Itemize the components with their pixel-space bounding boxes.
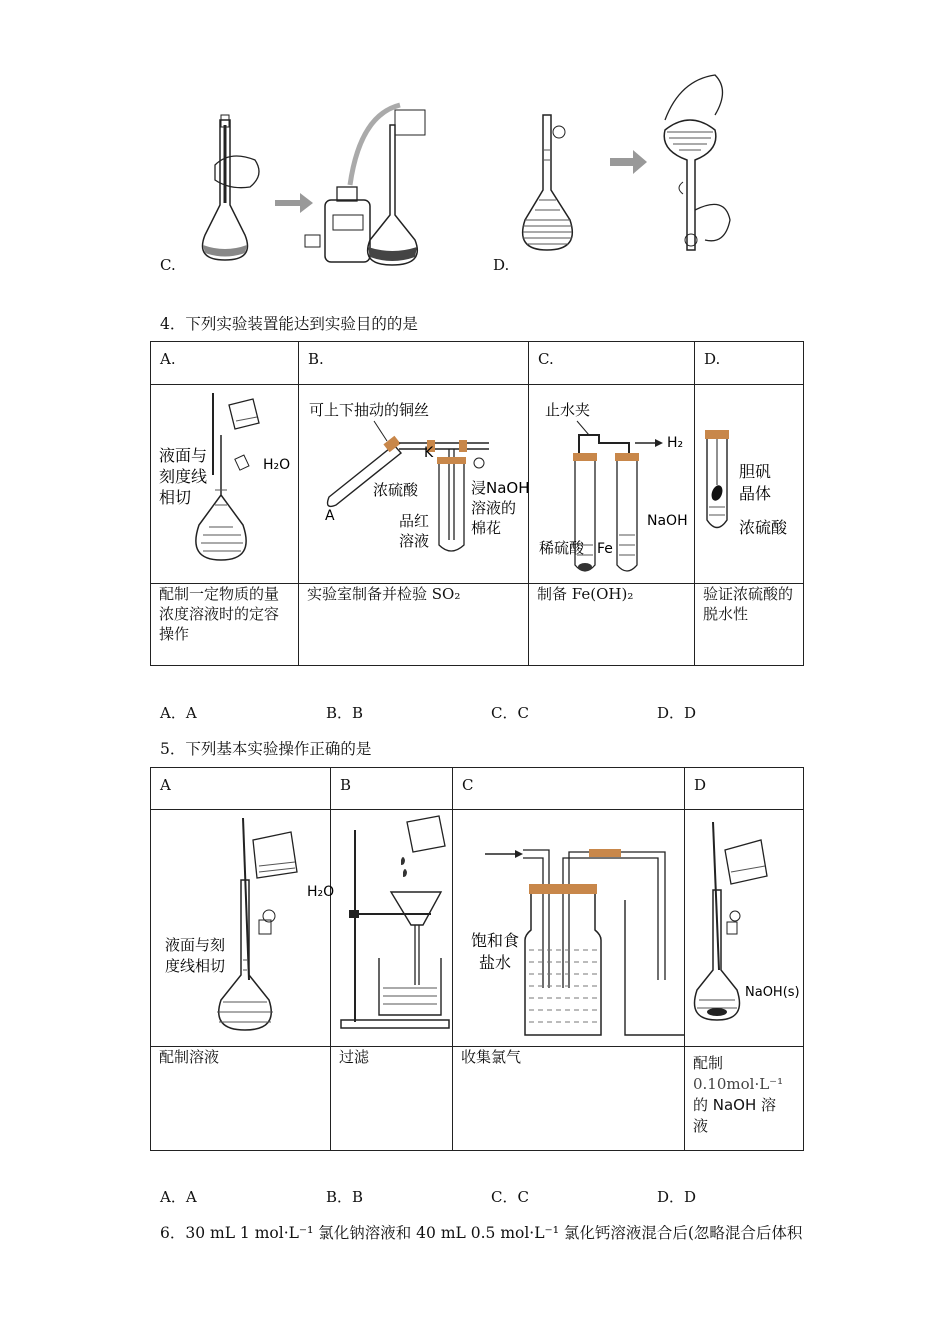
q4-c-acid-label: 稀硫酸: [539, 539, 585, 557]
q4-b-naoh3: 棉花: [471, 519, 502, 537]
q4-header-c: C.: [538, 350, 554, 368]
q4-b-naoh2: 溶液的: [471, 499, 517, 517]
q4-table: [150, 341, 804, 666]
q4-d-cryst1: 胆矾: [739, 462, 772, 481]
q4-header-b: B.: [308, 350, 324, 368]
q5-desc-d-line2: 0.10mol·L⁻¹: [693, 1075, 784, 1093]
q5-option-b[interactable]: B．B: [326, 1188, 364, 1206]
q4-stem: 4．下列实验装置能达到实验目的的是: [160, 315, 418, 333]
figure-d-label: D.: [493, 256, 510, 274]
q5-a-water-label: H₂O: [307, 884, 335, 900]
q5-header-c: C: [462, 776, 474, 794]
q4-option-a[interactable]: A．A: [160, 704, 197, 722]
q4-a-label3: 相切: [159, 488, 192, 507]
q4-figure-c: [529, 385, 695, 584]
q5-figure-b: [331, 810, 453, 1047]
figure-c-label: C.: [160, 256, 176, 274]
q5-stem: 5．下列基本实验操作正确的是: [160, 740, 372, 758]
q4-b-wire-label: 可上下抽动的铜丝: [309, 401, 430, 419]
q4-b-naoh1: 浸NaOH: [471, 479, 530, 497]
q4-header-d: D.: [704, 350, 721, 368]
q5-desc-d: [685, 1047, 803, 1143]
q5-desc-b: 过滤: [339, 1048, 370, 1066]
q4-c-h2-label: H₂: [667, 435, 684, 451]
q4-b-k-label: K: [424, 445, 434, 461]
q4-a-label1: 液面与: [159, 446, 208, 465]
q4-b-pin1: 品红: [399, 512, 430, 530]
q5-desc-d-line1: 配制: [693, 1054, 724, 1072]
q4-header-a: A.: [160, 350, 176, 368]
q5-header-b: B: [340, 776, 352, 794]
q4-a-water-label: H₂O: [263, 457, 291, 473]
figure-d-image: [515, 70, 755, 270]
q5-figure-c: [453, 810, 685, 1047]
q4-a-label2: 刻度线: [159, 467, 208, 486]
q5-desc-d-line4: 液: [693, 1117, 709, 1135]
q4-option-b[interactable]: B．B: [326, 704, 364, 722]
q6-stem: 6．30 mL 1 mol·L⁻¹ 氯化钠溶液和 40 mL 0.5 mol·L⁻¹ 氯化钙溶液混合后(忽略混合后体积: [160, 1224, 803, 1242]
q5-c-label1: 饱和食: [471, 931, 520, 950]
q4-figure-b: [299, 385, 529, 584]
q4-c-clip-label: 止水夹: [545, 401, 591, 419]
q5-a-label1: 液面与刻: [165, 936, 226, 954]
q4-c-fe-label: Fe: [597, 541, 613, 557]
q5-option-c[interactable]: C．C: [491, 1188, 529, 1206]
q4-b-acid-label: 浓硫酸: [373, 481, 419, 499]
q5-figure-a: [151, 810, 335, 1047]
q5-desc-a: 配制溶液: [159, 1048, 220, 1066]
q5-desc-c: 收集氯气: [461, 1048, 522, 1066]
q5-table: [150, 767, 804, 1151]
q4-desc-d: 验证浓硫酸的脱水性: [703, 585, 794, 623]
q4-desc-c: 制备 Fe(OH)₂: [537, 585, 634, 603]
q4-d-cryst2: 晶体: [739, 484, 772, 503]
q4-option-c[interactable]: C．C: [491, 704, 529, 722]
q4-figure-a: [151, 385, 299, 584]
q5-c-label2: 盐水: [479, 953, 512, 972]
q4-desc-b: 实验室制备并检验 SO₂: [307, 585, 461, 603]
q5-d-naoh-label: NaOH(s): [745, 985, 800, 1000]
q4-desc-a: 配制一定物质的量浓度溶液时的定容操作: [159, 585, 280, 643]
figure-c-image: [185, 95, 475, 270]
q4-b-a-label: A: [325, 508, 335, 524]
q5-desc-d-line3: 的 NaOH 溶: [693, 1096, 777, 1114]
q4-d-acid-label: 浓硫酸: [739, 518, 788, 537]
q5-a-label2: 度线相切: [165, 957, 226, 975]
q4-option-d[interactable]: D．D: [657, 704, 697, 722]
q5-figure-d: [685, 810, 804, 1047]
q5-header-a: A: [160, 776, 171, 794]
q4-c-naoh-label: NaOH: [647, 513, 688, 529]
q5-header-d: D: [694, 776, 707, 794]
q4-figure-d: [695, 385, 804, 584]
q5-option-a[interactable]: A．A: [160, 1188, 197, 1206]
q4-b-pin2: 溶液: [399, 532, 430, 550]
q5-option-d[interactable]: D．D: [657, 1188, 697, 1206]
